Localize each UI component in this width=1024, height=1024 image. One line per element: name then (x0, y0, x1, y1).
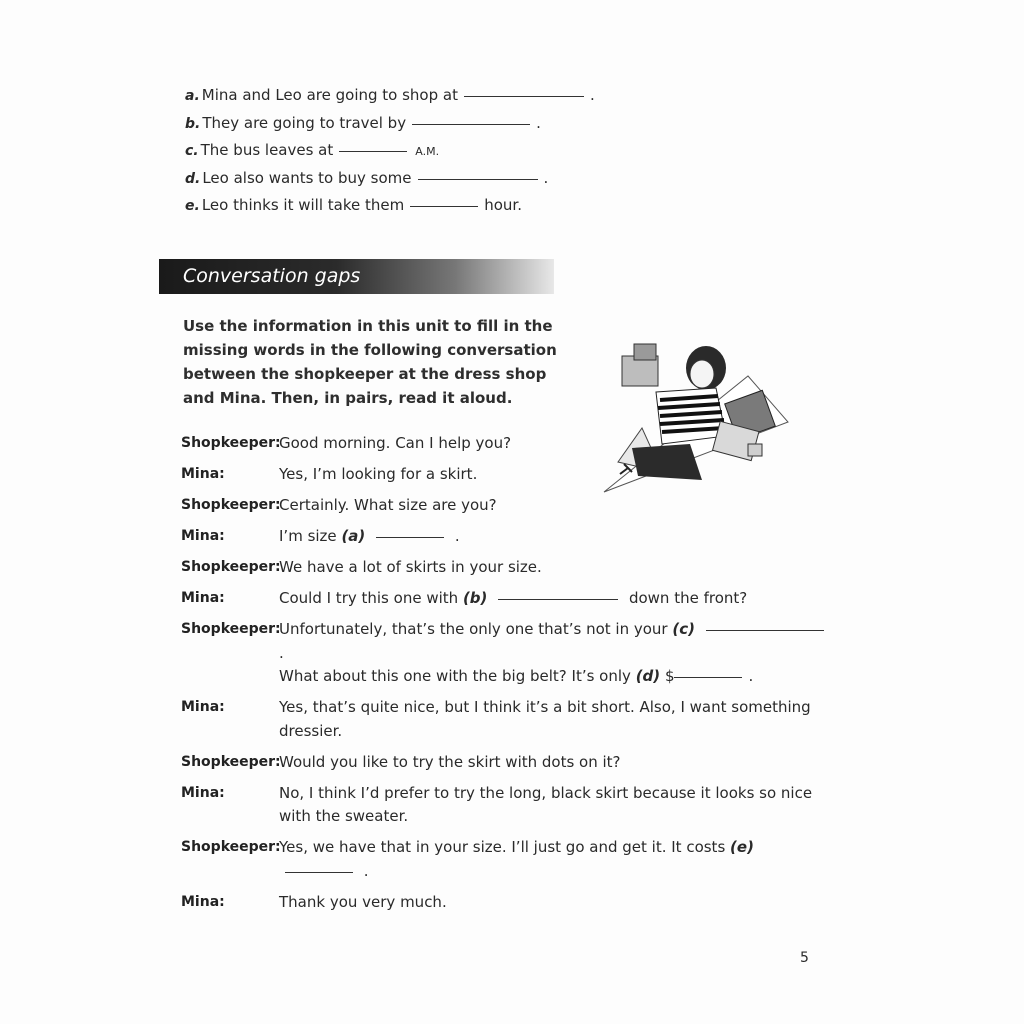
speech-text: Yes, I’m looking for a skirt. (279, 465, 478, 483)
answer-blank[interactable] (376, 536, 444, 538)
answer-blank[interactable] (339, 150, 407, 152)
item-letter: e. (185, 198, 200, 214)
speaker-label: Mina: (181, 699, 225, 715)
speaker-label: Shopkeeper: (181, 435, 281, 451)
item-end: . (589, 86, 595, 104)
speech-text (279, 836, 831, 883)
speech-text: Would you like to try the skirt with dots on it? (279, 752, 621, 771)
item-text: The bus leaves at (200, 141, 334, 159)
dialogue-line (181, 556, 831, 580)
section-header-bar (159, 259, 554, 294)
item-text: Leo thinks it will take them (201, 196, 405, 214)
speech-part: . (748, 667, 754, 685)
speech-part: I’m size (279, 527, 337, 545)
speaker-label: Shopkeeper: (181, 559, 281, 575)
speaker-label: Mina: (181, 590, 225, 606)
dialogue-line (181, 618, 831, 689)
section-title: Conversation gaps (183, 265, 361, 287)
speech-part: . (279, 643, 284, 662)
item-letter: d. (185, 170, 201, 187)
speaker-label: Mina: (181, 893, 225, 910)
dialogue-line (181, 696, 831, 743)
dialogue-line (181, 587, 831, 611)
currency-sign: $ (664, 667, 675, 685)
dialogue-line (181, 525, 831, 549)
instructions: Use the information in this unit to fill in the missing words in the following conversation between the shopkeeper at the dress shop and Mina. Then, in pairs, read it aloud. (183, 317, 557, 407)
speech-part: Unfortunately, that’s the only one that’s not in your (279, 620, 668, 638)
item-end: hour. (484, 196, 522, 214)
speech-part: Yes, we have that in your size. I’ll just go and get it. It costs (279, 838, 726, 856)
gap-label: (b) (462, 589, 488, 607)
speech-text: We have a lot of skirts in your size. (279, 558, 542, 576)
item-letter: b. (185, 115, 201, 132)
answer-blank[interactable] (418, 178, 538, 180)
answer-blank[interactable] (498, 598, 618, 600)
item-end: A.M. (415, 145, 440, 158)
fill-item-e (185, 196, 595, 224)
page-number: 5 (800, 950, 809, 966)
speech-part: . (363, 861, 369, 880)
speaker-label: Shopkeeper: (181, 839, 281, 855)
gap-label: (d) (635, 667, 661, 685)
item-letter: a. (185, 88, 200, 104)
answer-blank[interactable] (674, 676, 742, 678)
speaker-label: Shopkeeper: (181, 621, 281, 637)
dialogue-line (181, 782, 831, 829)
answer-blank[interactable] (285, 871, 353, 873)
speech-part: down the front? (628, 589, 748, 607)
speech-text: Good morning. Can I help you? (279, 434, 512, 452)
dialogue-line (181, 463, 831, 487)
item-text: They are going to travel by (202, 113, 407, 132)
speech-text (279, 587, 831, 611)
item-end: . (543, 168, 549, 187)
speech-text: Certainly. What size are you? (279, 496, 497, 514)
conversation (181, 432, 831, 914)
speech-text: No, I think I’d prefer to try the long, black skirt because it looks so nice with the sweater. (279, 783, 813, 825)
dialogue-line (181, 751, 831, 775)
speech-text (279, 525, 831, 549)
speech-text: Thank you very much. (279, 892, 447, 911)
answer-blank[interactable] (410, 205, 478, 207)
speaker-label: Mina: (181, 784, 225, 801)
item-text: Mina and Leo are going to shop at (201, 86, 458, 104)
speaker-label: Shopkeeper: (181, 753, 281, 770)
speaker-label: Mina: (181, 466, 225, 482)
speech-part: . (454, 527, 460, 545)
item-end: . (536, 113, 541, 132)
item-text: Leo also wants to buy some (202, 168, 412, 187)
speech-part: Could I try this one with (279, 589, 459, 607)
dialogue-line (181, 891, 831, 915)
speaker-label: Shopkeeper: (181, 497, 281, 513)
answer-blank[interactable] (706, 629, 824, 631)
speech-text: Yes, that’s quite nice, but I think it’s a bit short. Also, I want something dressier. (279, 698, 811, 740)
dialogue-line (181, 432, 831, 456)
fill-item-c (185, 141, 595, 169)
dialogue-line (181, 836, 831, 883)
fill-item-a (185, 86, 595, 114)
item-letter: c. (185, 143, 199, 159)
fill-item-b (185, 114, 595, 142)
speaker-label: Mina: (181, 528, 225, 544)
speech-part: What about this one with the big belt? It’s only (279, 667, 631, 685)
fill-item-d (185, 169, 595, 197)
answer-blank[interactable] (464, 95, 584, 97)
speech-text (279, 618, 831, 689)
gap-label: (a) (341, 527, 366, 545)
gap-label: (c) (672, 620, 695, 638)
fill-in-list (185, 86, 595, 224)
answer-blank[interactable] (412, 123, 530, 125)
gap-label: (e) (730, 838, 754, 856)
dialogue-line (181, 494, 831, 518)
